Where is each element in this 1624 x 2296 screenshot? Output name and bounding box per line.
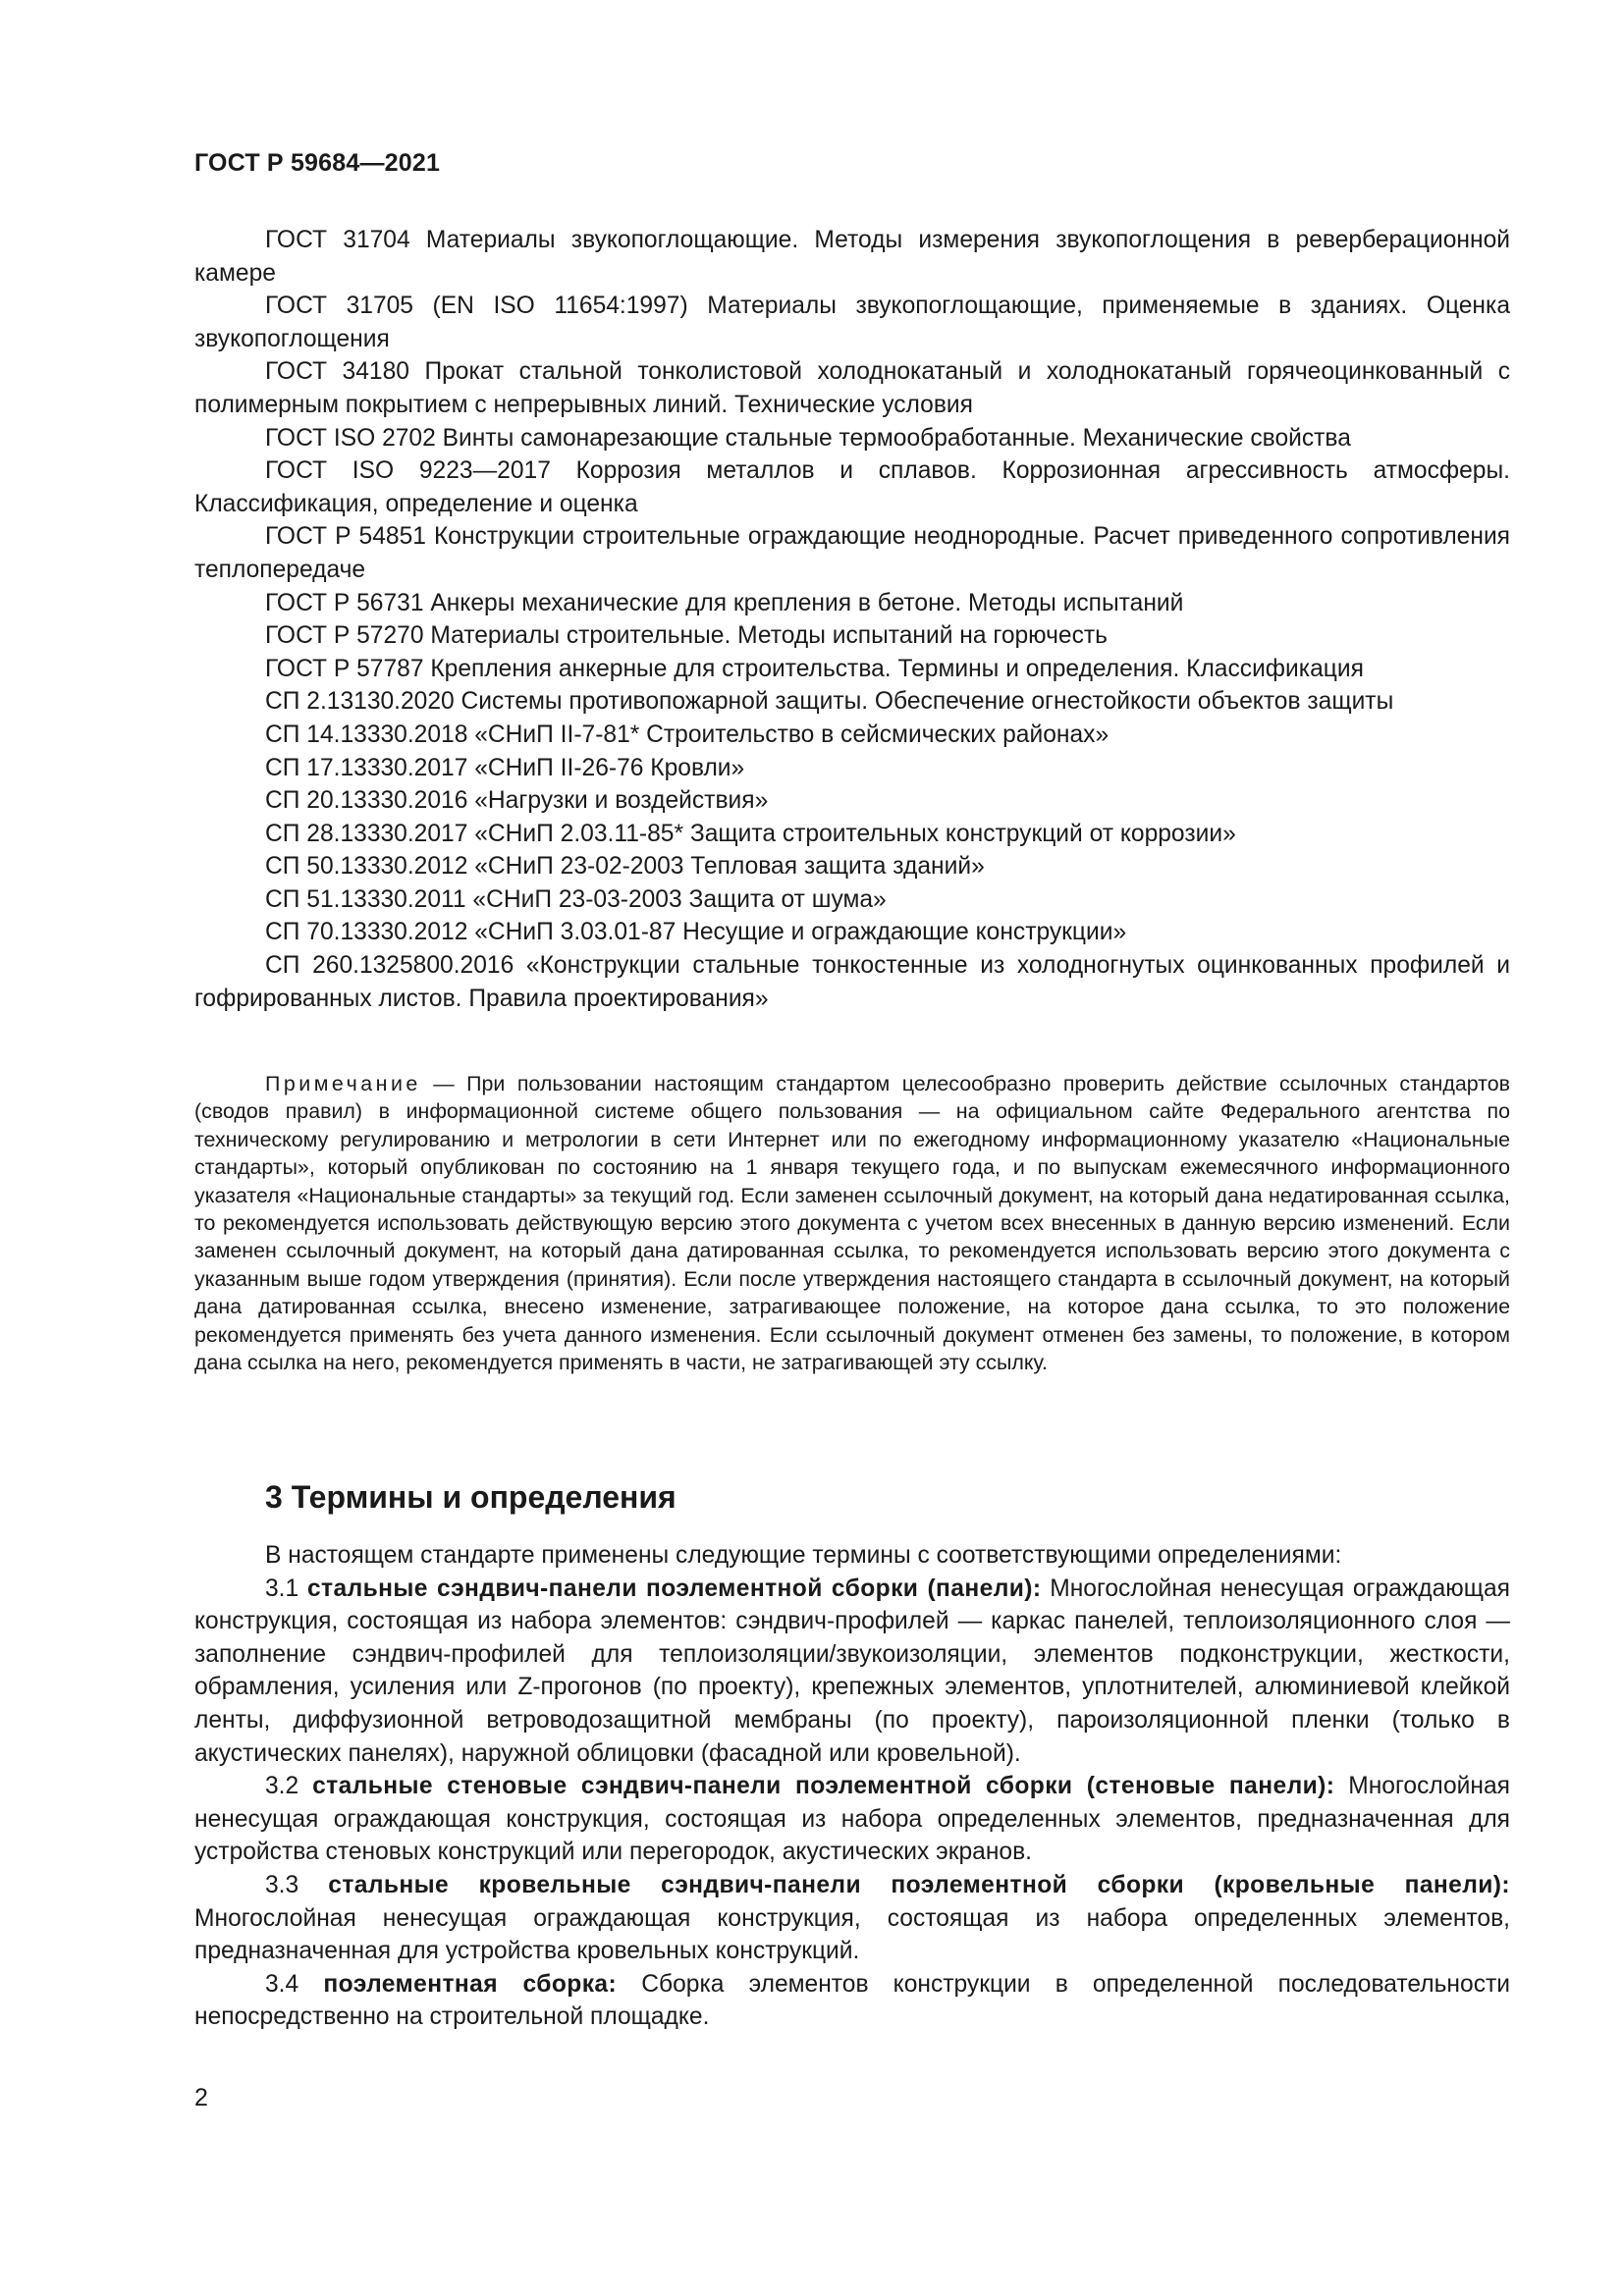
term-name: стальные кровельные сэндвич-панели поэлементной сборки (кровельные панели): xyxy=(328,1871,1510,1898)
section-intro: В настоящем стандарте применены следующие термины с соответствующими определениями: xyxy=(265,1542,1342,1569)
page-number: 2 xyxy=(194,2084,208,2111)
reference-item: СП 50.13330.2012 «СНиП 23-02-2003 Тепловая защита зданий» xyxy=(265,853,985,881)
reference-item: СП 20.13330.2016 «Нагрузки и воздействия» xyxy=(265,787,769,815)
reference-item: СП 17.13330.2017 «СНиП II-26-76 Кровли» xyxy=(265,754,745,781)
page-header: ГОСТ Р 59684—2021 xyxy=(194,149,441,177)
term-number: 3.3 xyxy=(265,1871,299,1898)
terms-section xyxy=(194,1539,1510,2034)
note-text: При пользовании настоящим стандартом целесообразно проверить действие ссылочных стандартов (сводов правил) в информационной системе общего пользования — на официальном сайте Федерального агентства по техническому регулированию и метрологии в сети Интернет или по ежегодному информационному указателю «Национальные стандарты», который опубликован по состоянию на 1 января текущего года, и по выпускам ежемесячного информационного указателя «Национальные стандарты» за текущий год. Если заменен ссылочный документ, на который дана недатированная ссылка, то рекомендуется использовать действующую версию этого документа с учетом всех внесенных в данную версию изменений. Если заменен ссылочный документ, на который дана датированная ссылка, то рекомендуется использовать версию этого документа с указанным выше годом утверждения (принятия). Если после утверждения настоящего стандарта в ссылочный документ, на который дана датированная ссылка, внесено изменение, затрагивающее положение, на которое дана ссылка, то это положение рекомендуется применять без учета данного изменения. Если ссылочный документ отменен без замены, то положение, в котором дана ссылка на него, рекомендуется применять в части, не затрагивающей эту ссылку. xyxy=(194,1072,1510,1375)
term-definition: Многослойная ненесущая ограждающая конструкция, состоящая из набора определенных элементов, предназначенная для устройства стеновых конструкций или перегородок, акустических экранов. xyxy=(194,1773,1510,1866)
term-definition: Многослойная ненесущая ограждающая конструкция, состоящая из набора элементов: сэндвич-профилей — каркас панелей, теплоизоляционного слоя — заполнение сэндвич-профилей для теплоизоляции/звукоизоляции, элементов подконструкции, жесткости, обрамления, усиления или Z-прогонов (по проекту), крепежных элементов, уплотнителей, алюминиевой клейкой ленты, диффузионной ветроводозащитной мембраны (по проекту), пароизоляционной пленки (только в акустических панелях), наружной облицовки (фасадной или кровельной). xyxy=(194,1575,1510,1767)
reference-item: ГОСТ Р 56731 Анкеры механические для крепления в бетоне. Методы испытаний xyxy=(265,589,1184,616)
reference-item: ГОСТ Р 57787 Крепления анкерные для строительства. Термины и определения. Классификация xyxy=(265,655,1364,682)
note-dash: — xyxy=(420,1072,467,1095)
reference-item: ГОСТ 31704 Материалы звукопоглощающие. Методы измерения звукопоглощения в реверберационной камере xyxy=(194,227,1510,287)
term-number: 3.2 xyxy=(265,1773,299,1800)
reference-item: СП 51.13330.2011 «СНиП 23-03-2003 Защита от шума» xyxy=(265,885,887,913)
note-paragraph xyxy=(194,1070,1510,1376)
reference-item: СП 14.13330.2018 «СНиП II-7-81* Строительство в сейсмических районах» xyxy=(265,721,1110,748)
reference-item: ГОСТ ISO 2702 Винты самонарезающие стальные термообработанные. Механические свойства xyxy=(265,424,1351,452)
reference-item: ГОСТ Р 54851 Конструкции строительные ограждающие неоднородные. Расчет приведенного сопротивления теплопередаче xyxy=(194,523,1510,583)
reference-item: СП 2.13130.2020 Системы противопожарной защиты. Обеспечение огнестойкости объектов защиты xyxy=(265,688,1394,716)
reference-item: ГОСТ 31705 (EN ISO 11654:1997) Материалы звукопоглощающие, применяемые в зданиях. Оценка звукопоглощения xyxy=(194,293,1510,352)
term-number: 3.1 xyxy=(265,1575,299,1602)
section-title: 3 Термины и определения xyxy=(265,1479,677,1515)
term-item xyxy=(194,1968,1510,2034)
note-label: Примечание xyxy=(265,1072,421,1095)
term-name: поэлементная сборка: xyxy=(323,1970,618,1998)
term-definition: Сборка элементов конструкции в определенной последовательности непосредственно на строительной площадке. xyxy=(194,1970,1510,2031)
reference-item: СП 28.13330.2017 «СНиП 2.03.11-85* Защита строительных конструкций от коррозии» xyxy=(265,820,1236,847)
reference-item: СП 70.13330.2012 «СНиП 3.03.01-87 Несущие и ограждающие конструкции» xyxy=(265,919,1127,946)
term-name: стальные стеновые сэндвич-панели поэлементной сборки (стеновые панели): xyxy=(312,1773,1335,1800)
term-item xyxy=(194,1770,1510,1869)
term-item xyxy=(194,1573,1510,1771)
term-definition: Многослойная ненесущая ограждающая конструкция, состоящая из набора определенных элементов, предназначенная для устройства кровельных конструкций. xyxy=(194,1904,1510,1965)
term-number: 3.4 xyxy=(265,1970,299,1998)
term-item xyxy=(194,1869,1510,1968)
reference-item: СП 260.1325800.2016 «Конструкции стальные тонкостенные из холодногнутых оцинкованных профилей и гофрированных листов. Правила проектирования» xyxy=(194,952,1510,1012)
reference-item: ГОСТ 34180 Прокат стальной тонколистовой холоднокатаный и холоднокатаный горячеоцинкованный с полимерным покрытием с непрерывных линий. Технические условия xyxy=(194,358,1510,418)
term-name: стальные сэндвич-панели поэлементной сборки (панели): xyxy=(306,1575,1042,1602)
reference-item: ГОСТ ISO 9223—2017 Коррозия металлов и сплавов. Коррозионная агрессивность атмосферы. Классификация, определение и оценка xyxy=(194,457,1510,517)
note-block xyxy=(194,1070,1510,1376)
normative-references xyxy=(194,224,1510,1015)
reference-item: ГОСТ Р 57270 Материалы строительные. Методы испытаний на горючесть xyxy=(265,622,1108,650)
